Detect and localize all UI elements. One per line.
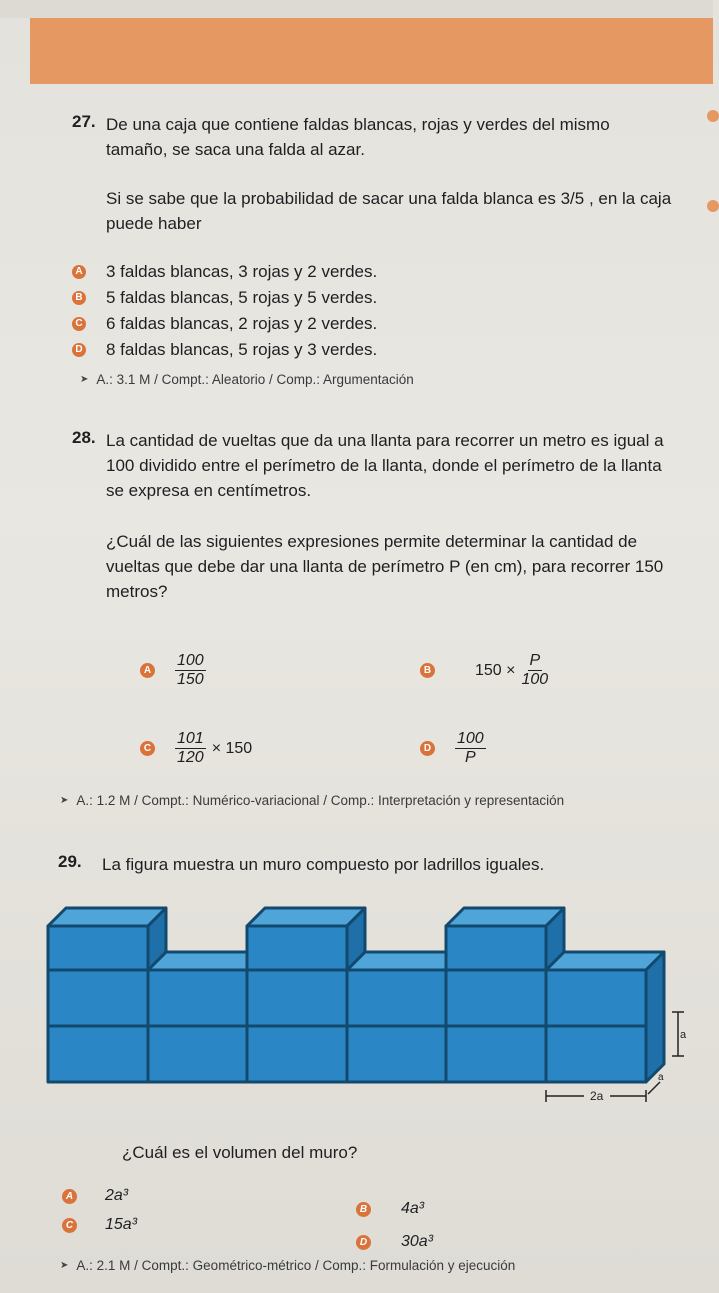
option-b[interactable]	[72, 288, 377, 308]
option-d[interactable]	[72, 340, 377, 360]
question-text: De una caja que contiene faldas blancas, rojas y verdes del mismo tamaño, se saca una falda al azar.	[106, 115, 610, 159]
question-text: La cantidad de vueltas que da una llanta para recorrer un metro es igual a 100 dividido entre el perímetro de la llanta, donde el perímetro de la llanta se expresa en centímetros.	[106, 431, 664, 500]
option-a[interactable]	[140, 652, 206, 689]
question-28	[72, 428, 680, 604]
option-text: 5 faldas blancas, 5 rojas y 5 verdes.	[106, 288, 378, 307]
option-text: 30a³	[401, 1233, 434, 1250]
depth-dimension-line	[648, 1082, 660, 1094]
question-number: 27.	[72, 112, 96, 131]
option-text: 15a³	[105, 1216, 138, 1233]
brick	[247, 1026, 347, 1082]
option-letter: B	[72, 291, 86, 305]
volume-question: ¿Cuál es el volumen del muro?	[122, 1143, 358, 1162]
brick	[48, 926, 148, 970]
option-d[interactable]	[420, 730, 486, 767]
option-letter: C	[72, 317, 86, 331]
length-label: 2a	[590, 1089, 604, 1103]
option-d[interactable]	[356, 1233, 433, 1251]
brick-top	[546, 952, 664, 970]
arrow-icon: ➤	[60, 1260, 69, 1271]
brick	[48, 1026, 148, 1082]
brick-wall-figure	[44, 896, 687, 1110]
option-letter: D	[356, 1235, 371, 1250]
option-letter: D	[420, 741, 435, 756]
brick	[546, 970, 646, 1026]
brick	[247, 926, 347, 970]
competency-text: A.: 2.1 M / Compt.: Geométrico-métrico / Comp.: Formulación y ejecución	[76, 1258, 516, 1273]
brick	[446, 1026, 546, 1082]
brick-top	[446, 908, 564, 926]
brick	[446, 970, 546, 1026]
option-c[interactable]	[140, 730, 252, 767]
competency-text: A.: 1.2 M / Compt.: Numérico-variacional / Comp.: Interpretación y representación	[76, 793, 565, 808]
fraction: $\frac{101}{120}$	[177, 730, 204, 766]
question-text: La figura muestra un muro compuesto por ladrillos iguales.	[102, 855, 545, 874]
option-letter: C	[62, 1218, 77, 1233]
option-text: 4a³	[401, 1200, 425, 1217]
fraction: $\frac{100}{150}$	[177, 652, 204, 688]
brick-side	[646, 952, 664, 1082]
question-text-2: ¿Cuál de las siguientes expresiones permite determinar la cantidad de vueltas que debe dar una llanta de perímetro P (en cm), para recorrer 150 metros?	[106, 532, 664, 601]
brick	[48, 970, 148, 1026]
option-c[interactable]	[62, 1216, 137, 1234]
top-margin	[0, 0, 713, 18]
question-text-2: Si se sabe que la probabilidad de sacar una falda blanca es 3/5 , en la caja puede haber	[106, 189, 672, 233]
arrow-icon: ➤	[80, 374, 89, 385]
question-number: 28.	[72, 428, 96, 447]
edge-marks	[699, 110, 713, 230]
option-letter: B	[420, 663, 435, 678]
option-b[interactable]	[420, 652, 548, 689]
fraction: $\frac{100}{P}$	[457, 730, 484, 766]
option-letter: D	[72, 343, 86, 357]
option-b[interactable]	[356, 1200, 424, 1218]
competency-line	[60, 793, 564, 808]
competency-text: A.: 3.1 M / Compt.: Aleatorio / Comp.: Argumentación	[96, 372, 414, 387]
header-banner	[30, 18, 713, 84]
option-text: 8 faldas blancas, 5 rojas y 3 verdes.	[106, 340, 378, 359]
depth-label: a	[658, 1072, 664, 1083]
brick	[546, 1026, 646, 1082]
option-text: 2a³	[105, 1187, 129, 1204]
brick-top	[48, 908, 166, 926]
height-label: a	[680, 1029, 687, 1041]
option-letter: B	[356, 1202, 371, 1217]
arrow-icon: ➤	[60, 795, 69, 806]
brick	[247, 970, 347, 1026]
option-letter: A	[72, 265, 86, 279]
option-text: 6 faldas blancas, 2 rojas y 2 verdes.	[106, 314, 378, 333]
option-letter: A	[62, 1189, 77, 1204]
option-letter: C	[140, 741, 155, 756]
option-a[interactable]	[62, 1187, 128, 1205]
brick	[148, 1026, 247, 1082]
brick	[446, 926, 546, 970]
question-29	[58, 852, 678, 877]
fraction: $\frac{P}{100}$	[521, 652, 549, 688]
competency-line	[80, 372, 414, 387]
option-text: 3 faldas blancas, 3 rojas y 2 verdes.	[106, 262, 378, 281]
option-a[interactable]	[72, 262, 377, 282]
brick	[347, 1026, 446, 1082]
brick	[148, 970, 247, 1026]
option-c[interactable]	[72, 314, 377, 334]
question-number: 29.	[58, 852, 82, 871]
brick-top	[247, 908, 365, 926]
question-27	[72, 112, 672, 236]
brick	[347, 970, 446, 1026]
expression-suffix: × 150	[211, 739, 253, 757]
competency-line	[60, 1258, 515, 1273]
option-letter: A	[140, 663, 155, 678]
expression-prefix: 150 ×	[475, 661, 516, 679]
